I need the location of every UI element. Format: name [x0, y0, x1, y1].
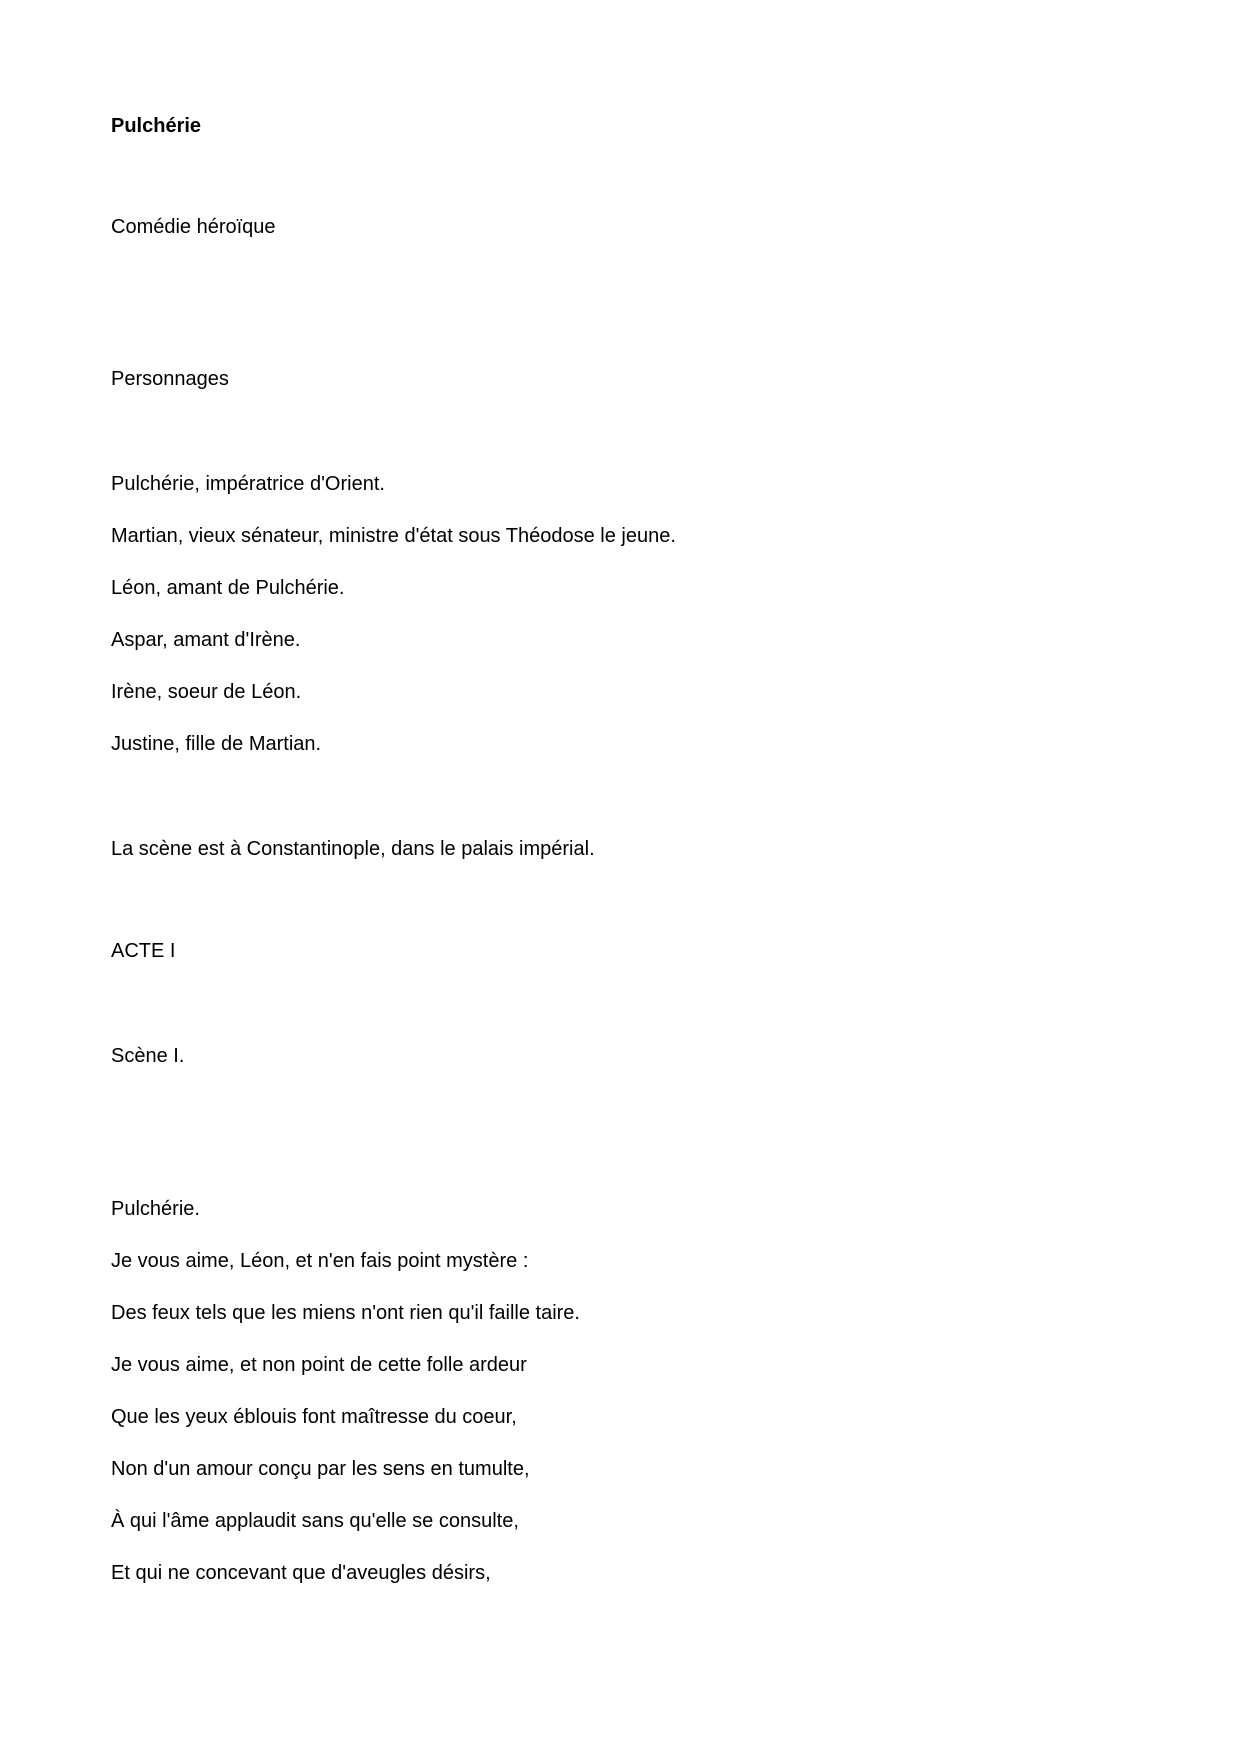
- verse-line: Je vous aime, Léon, et n'en fais point mystère :: [111, 1250, 529, 1272]
- verse-line: Que les yeux éblouis font maîtresse du coeur,: [111, 1406, 517, 1428]
- play-subtitle: Comédie héroïque: [111, 216, 276, 238]
- scene-heading: Scène I.: [111, 1045, 185, 1067]
- speaker-name: Pulchérie.: [111, 1198, 200, 1220]
- characters-heading: Personnages: [111, 368, 229, 390]
- setting-line: La scène est à Constantinople, dans le palais impérial.: [111, 838, 595, 860]
- verse-line: Des feux tels que les miens n'ont rien qu'il faille taire.: [111, 1302, 580, 1324]
- character-line: Léon, amant de Pulchérie.: [111, 577, 345, 599]
- character-line: Irène, soeur de Léon.: [111, 681, 302, 703]
- play-title: Pulchérie: [111, 115, 202, 137]
- verse-line: À qui l'âme applaudit sans qu'elle se consulte,: [111, 1510, 519, 1532]
- character-line: Justine, fille de Martian.: [111, 733, 322, 755]
- verse-line: Et qui ne concevant que d'aveugles désirs,: [111, 1562, 491, 1584]
- verse-line: Non d'un amour conçu par les sens en tumulte,: [111, 1458, 530, 1480]
- act-heading: ACTE I: [111, 940, 176, 962]
- verse-line: Je vous aime, et non point de cette folle ardeur: [111, 1354, 527, 1376]
- character-line: Aspar, amant d'Irène.: [111, 629, 301, 651]
- character-line: Martian, vieux sénateur, ministre d'état sous Théodose le jeune.: [111, 525, 676, 547]
- character-line: Pulchérie, impératrice d'Orient.: [111, 473, 385, 495]
